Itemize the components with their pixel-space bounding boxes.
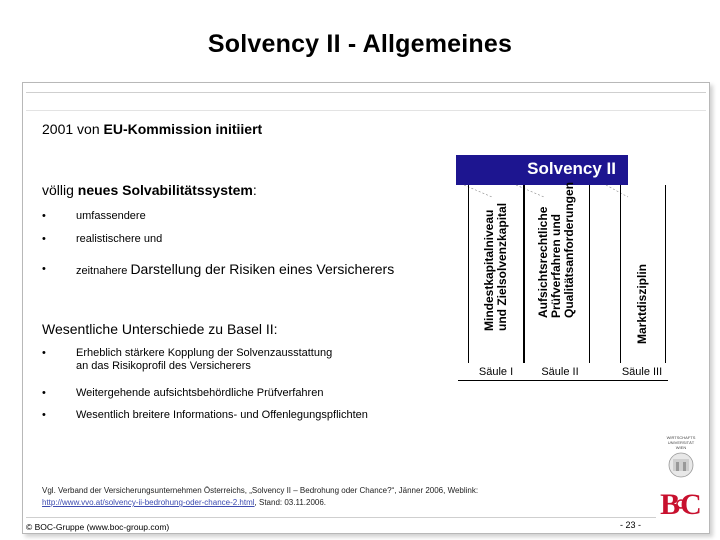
system-line: [42, 182, 257, 198]
page-title: Solvency II - Allgemeines: [207, 30, 513, 58]
pillar-1-text: [483, 203, 509, 331]
pillar-1-label: Säule I: [478, 366, 514, 378]
differences-heading: Wesentliche Unterschiede zu Basel II:: [42, 321, 278, 337]
top-divider: [26, 92, 706, 93]
diff-bullet-1: [42, 347, 442, 375]
pillar-3-label: Säule III: [621, 366, 663, 378]
intro-line: [42, 121, 262, 137]
intro-year: 2001: [42, 121, 74, 137]
footnote: [42, 485, 478, 509]
bullet-text-large: Darstellung der Risiken eines Versicherers: [130, 261, 395, 277]
footer-divider: [26, 517, 656, 518]
pillar-2-label: Säule II: [541, 366, 579, 378]
svg-text:WIEN: WIEN: [675, 445, 687, 450]
system-bold: neues Solvabilitätssystem: [77, 182, 253, 198]
pillar-1-line-2: und Zielsolvenzkapital: [495, 202, 509, 331]
system-suffix: :: [252, 182, 257, 198]
system-bullet-2: [42, 233, 442, 247]
bullet-dot: •: [42, 387, 46, 399]
copyright: © BOC-Gruppe (www.boc-group.com): [26, 522, 170, 532]
svg-text:WIRTSCHAFTS: WIRTSCHAFTS: [666, 435, 696, 440]
bullet-dot: •: [42, 347, 46, 359]
pillar-3-text: [636, 264, 649, 344]
pillar-2: [524, 181, 590, 363]
svg-text:UNIVERSITÄT: UNIVERSITÄT: [667, 440, 695, 445]
bullet-dot: •: [42, 210, 46, 222]
pillar-2-text: [537, 182, 576, 318]
bullet-text: Weitergehende aufsichtsbehördliche Prüfverfahren: [76, 387, 324, 399]
pillar-2-line-2: Prüfverfahren und: [549, 213, 563, 318]
bullet-dot: •: [42, 409, 46, 421]
pillar-base-line: [458, 380, 668, 381]
pillar-3-line-1: Marktdisziplin: [635, 263, 649, 344]
bullet-text: realistischere und: [76, 233, 163, 245]
intro-bold: EU-Kommission initiiert: [103, 121, 263, 137]
footnote-reference: Vgl. Verband der Versicherungsunternehmen Österreichs, „Solvency II – Bedrohung oder Chance?“, Jänner 2006, Weblink:: [42, 486, 479, 495]
diff-bullet-3: [42, 409, 462, 423]
university-logo: [654, 432, 708, 532]
intro-middle: von: [73, 121, 104, 137]
footnote-link[interactable]: http://www.vvo.at/solvency-ii-bedrohung-oder-chance-2.html: [42, 498, 255, 507]
bullet-text: Wesentlich breitere Informations- und Offenlegungspflichten: [76, 409, 368, 421]
bullet-dot: •: [42, 263, 46, 275]
bullet-text: umfassendere: [76, 210, 146, 222]
bullet-text-cont: an das Risikoprofil des Versicherers: [76, 360, 251, 372]
bullet-text-small: zeitnahere: [76, 265, 131, 277]
diff-bullet-2: [42, 387, 442, 401]
bullet-dot: •: [42, 233, 46, 245]
pillar-1: [468, 185, 524, 363]
svg-text:BC: BC: [660, 488, 702, 521]
pillar-2-line-1: Aufsichtsrechtliche: [536, 206, 550, 318]
system-bullet-3: [42, 261, 452, 279]
pillar-1-line-1: Mindestkapitalniveau: [482, 209, 496, 331]
solvency-banner: Solvency II: [456, 155, 628, 185]
top-divider-2: [26, 110, 706, 111]
system-prefix: völlig: [42, 182, 78, 198]
slide-frame: [22, 82, 710, 534]
footnote-stand: , Stand: 03.11.2006.: [254, 498, 327, 507]
page-number: - 23 -: [620, 520, 642, 530]
bullet-text: Erheblich stärkere Kopplung der Solvenzausstattung: [76, 347, 333, 359]
system-bullet-1: [42, 210, 442, 224]
pillar-2-line-3: Qualitätsanforderungen: [562, 181, 576, 318]
boc-logo-icon: [654, 432, 708, 532]
pillar-3: [620, 185, 666, 363]
